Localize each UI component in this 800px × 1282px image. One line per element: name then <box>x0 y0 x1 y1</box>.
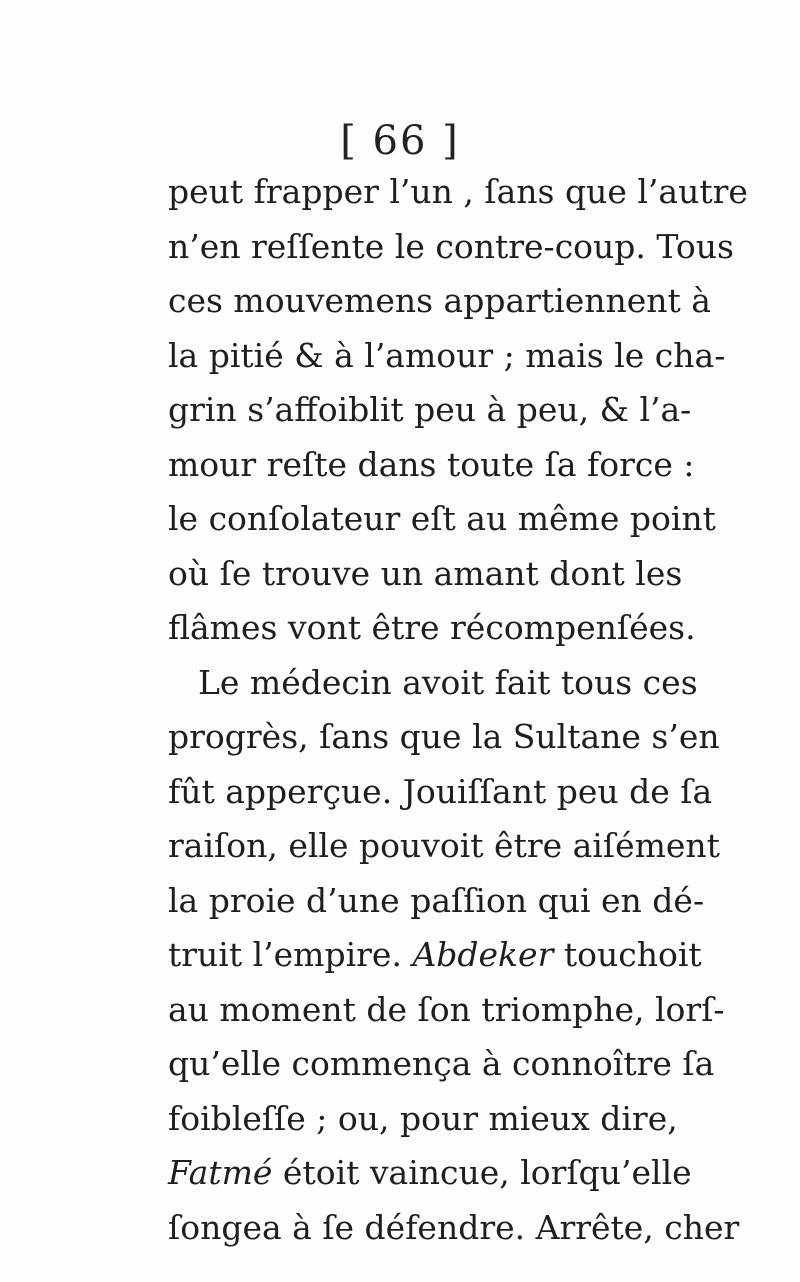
text-line <box>168 1146 692 1201</box>
text-line: n’en reſſente le contre-coup. Tous <box>168 226 734 266</box>
text-line: raiſon, elle pouvoit être aiſément <box>168 826 720 865</box>
italic-name-abdeker: Abdeker <box>412 935 554 974</box>
text-line: où ſe trouve un amant dont les <box>168 553 683 593</box>
text-line: peut frapper l’un , ſans que l’autre <box>168 172 748 211</box>
text-line: ſongea à ſe défendre. Arrête, cher <box>168 1207 740 1247</box>
text-line: grin s’affoiblit peu à peu, & l’a- <box>168 390 692 429</box>
text-line: le conſolateur eſt au même point <box>168 499 716 538</box>
text-line: ces mouvemens appartiennent à <box>168 281 711 320</box>
text-segment: touchoit <box>563 935 702 974</box>
text-line: la pitié & à l’amour ; mais le cha- <box>168 335 726 375</box>
body-text <box>168 165 748 1255</box>
paragraph-end-line: flâmes vont être récompenſées. <box>168 608 696 647</box>
text-line: foibleſſe ; ou, pour mieux dire, <box>168 1098 678 1138</box>
text-line: mour reſte dans toute ſa force : <box>168 444 695 484</box>
text-segment: truit l’empire. <box>168 935 402 974</box>
paragraph-start-line: Le médecin avoit fait tous ces <box>198 662 698 702</box>
text-line: la proie d’une paſſion qui en dé- <box>168 880 705 920</box>
text-line: au moment de ſon triomphe, lorſ- <box>168 989 725 1029</box>
page-number: [ 66 ] <box>340 118 460 164</box>
text-line: fût apperçue. Jouiſſant peu de ſa <box>168 771 713 811</box>
italic-name-fatme: Fatmé <box>168 1153 273 1192</box>
text-line: progrès, ſans que la Sultane s’en <box>168 717 720 756</box>
text-line <box>168 928 702 983</box>
text-line: qu’elle commença à connoître ſa <box>168 1044 715 1083</box>
text-segment: étoit vaincue, lorſqu’elle <box>282 1153 692 1192</box>
